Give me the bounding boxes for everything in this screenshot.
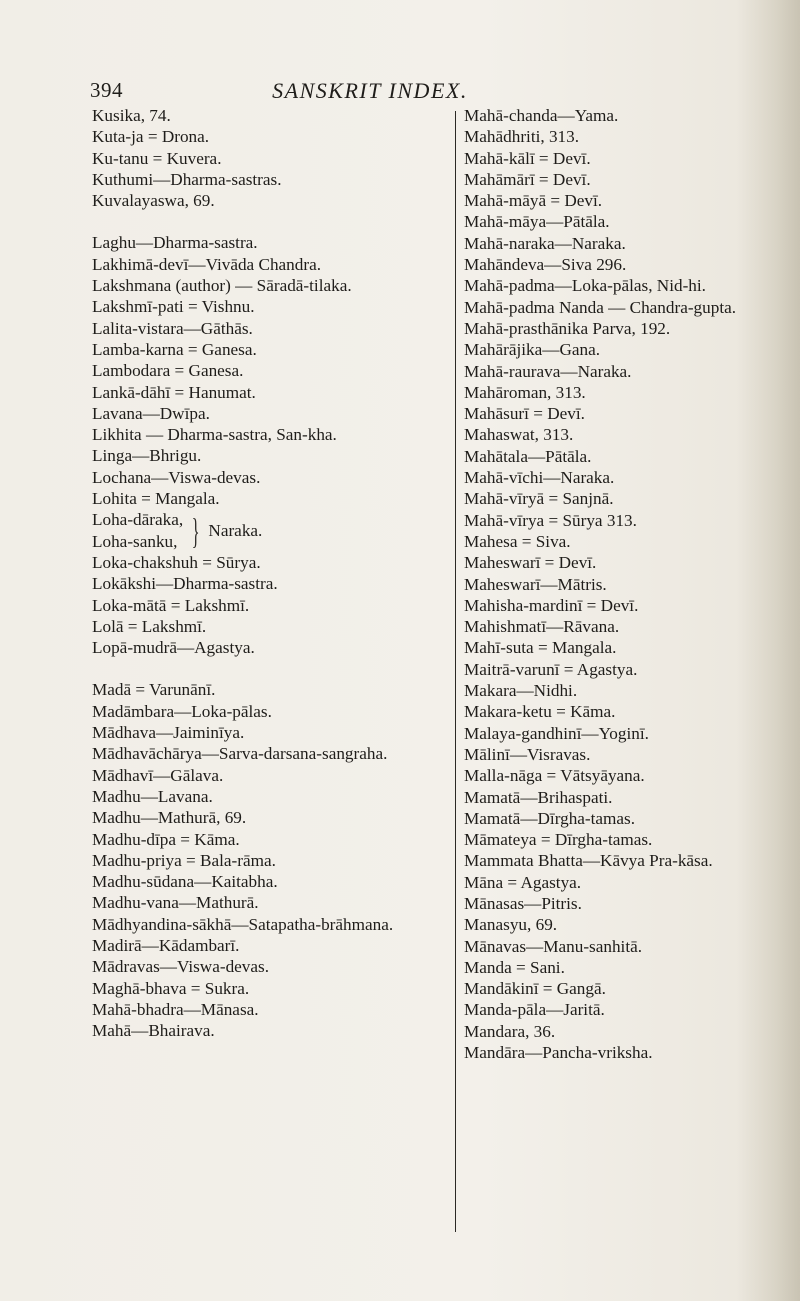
section-gap — [92, 658, 422, 679]
page-header — [90, 78, 650, 108]
index-entry: Loka-mātā = Lakshmī. — [92, 595, 250, 615]
index-entry: Loka-chakshuh = Sūrya. — [92, 552, 261, 572]
index-entry: Mahā-padma Nanda — Chandra-gupta. — [464, 297, 737, 317]
index-entry: Mānasas—Pitris. — [464, 893, 582, 913]
index-entry: Mahādhriti, 313. — [464, 127, 580, 147]
index-entry: Maghā-bhava = Sukra. — [92, 978, 250, 998]
index-entry: Lopā-mudrā—Agastya. — [92, 638, 255, 658]
index-entry: Mādravas—Viswa-devas. — [92, 957, 269, 977]
right-column — [464, 105, 794, 1063]
index-entry: Malaya-gandhinī—Yoginī. — [464, 723, 649, 743]
index-entry: Mahā-bhadra—Mānasa. — [92, 999, 259, 1019]
index-entry: Māmateya = Dīrgha-tamas. — [464, 830, 653, 850]
index-entry: Lakhimā-devī—Vivāda Chandra. — [92, 254, 322, 274]
index-block-k — [92, 105, 422, 211]
index-entry: Mandāra—Pancha-vriksha. — [464, 1043, 653, 1063]
index-entry: Makara—Nidhi. — [464, 681, 578, 701]
index-entry: Mahāmārī = Devī. — [464, 169, 591, 189]
index-entry: Mādhava—Jaiminīya. — [92, 723, 245, 743]
brace-lines — [92, 509, 183, 552]
index-entry: Manda = Sani. — [464, 957, 565, 977]
index-entry: Maitrā-varunī = Agastya. — [464, 659, 638, 679]
index-entry: Lakshmī-pati = Vishnu. — [92, 297, 255, 317]
index-entry: Lamba-karna = Ganesa. — [92, 339, 257, 359]
index-entry: Lokākshi—Dharma-sastra. — [92, 574, 278, 594]
index-entry: Mahā-chanda—Yama. — [464, 106, 619, 125]
index-entry: Mahā-kālī = Devī. — [464, 148, 591, 168]
index-entry: Maheswarī—Mātris. — [464, 574, 607, 594]
index-entry: Lambodara = Ganesa. — [92, 361, 244, 381]
index-entry: Mammata Bhatta—Kāvya Pra-kāsa. — [464, 851, 713, 871]
index-entry: Madhu-sūdana—Kaitabha. — [92, 872, 278, 892]
index-entry: Mamatā—Brihaspati. — [464, 787, 613, 807]
index-entry: Madā = Varunānī. — [92, 680, 216, 700]
index-entry: Madhu-dīpa = Kāma. — [92, 829, 240, 849]
index-entry: Mahārājika—Gana. — [464, 340, 601, 360]
index-entry: Kuta-ja = Drona. — [92, 127, 210, 147]
index-entry: Makara-ketu = Kāma. — [464, 702, 616, 722]
brace-line: Loha-dāraka, — [92, 510, 184, 530]
index-block-m — [92, 679, 422, 1041]
index-entry: Lolā = Lakshmī. — [92, 616, 207, 636]
index-entry: Mālinī—Visravas. — [464, 744, 591, 764]
index-entry: Lohita = Mangala. — [92, 489, 220, 509]
index-entry: Madhu—Mathurā, 69. — [92, 808, 247, 828]
index-entry: Lakshmana (author) — Sāradā-tilaka. — [92, 276, 352, 296]
index-entry: Mahā-raurava—Naraka. — [464, 361, 632, 381]
index-entry: Lavana—Dwīpa. — [92, 403, 210, 423]
index-entry: Mandākinī = Gangā. — [464, 979, 606, 999]
index-entry: Lochana—Viswa-devas. — [92, 467, 261, 487]
index-entry: Madirā—Kādambarī. — [92, 935, 240, 955]
section-gap — [92, 211, 422, 232]
index-entry: Malla-nāga = Vātsyāyana. — [464, 766, 645, 786]
index-entry: Madhu-priya = Bala-rāma. — [92, 850, 276, 870]
index-entry: Madāmbara—Loka-pālas. — [92, 701, 272, 721]
index-entry: Mahā-vīryā = Sanjnā. — [464, 489, 614, 509]
index-entry: Mahā-padma—Loka-pālas, Nid-hi. — [464, 276, 706, 296]
index-entry: Mamatā—Dīrgha-tamas. — [464, 808, 636, 828]
index-entry: Mahā-māyā = Devī. — [464, 191, 603, 211]
index-entry: Mahesa = Siva. — [464, 531, 571, 551]
running-title: SANSKRIT INDEX. — [272, 78, 468, 103]
index-entry: Mahaswat, 313. — [464, 425, 574, 445]
left-column — [92, 105, 422, 1041]
curly-brace-icon: } — [191, 510, 200, 551]
index-entry: Mahā-vīrya = Sūrya 313. — [464, 510, 637, 530]
index-entry: Manda-pāla—Jaritā. — [464, 1000, 605, 1020]
index-entry: Māna = Agastya. — [464, 872, 582, 892]
index-entry: Mahā-naraka—Naraka. — [464, 233, 626, 253]
index-entry: Madhu—Lavana. — [92, 786, 213, 806]
index-entry: Laghu—Dharma-sastra. — [92, 233, 258, 253]
index-entry: Mahāroman, 313. — [464, 382, 586, 402]
index-entry: Mahā-vīchi—Naraka. — [464, 468, 615, 488]
index-entry: Linga—Bhrigu. — [92, 446, 202, 466]
index-entry: Madhu-vana—Mathurā. — [92, 893, 259, 913]
index-entry: Mahāndeva—Siva 296. — [464, 255, 627, 275]
index-entry: Kuvalayaswa, 69. — [92, 191, 215, 211]
index-entry: Likhita — Dharma-sastra, San-kha. — [92, 425, 337, 445]
index-entry: Mahā—Bhairava. — [92, 1021, 215, 1041]
index-entry: Ku-tanu = Kuvera. — [92, 148, 222, 168]
column-divider — [455, 111, 456, 1232]
brace-target: Naraka. — [208, 520, 263, 540]
index-entry: Manasyu, 69. — [464, 915, 558, 935]
index-entry: Mahā-māya—Pātāla. — [464, 212, 610, 232]
index-entry: Mādhavāchārya—Sarva-darsana-sangraha. — [92, 744, 388, 764]
index-entry: Mandara, 36. — [464, 1021, 556, 1041]
index-entry: Lankā-dāhī = Hanumat. — [92, 382, 256, 402]
index-entry: Mānavas—Manu-sanhitā. — [464, 936, 643, 956]
index-entry: Mādhyandina-sākhā—Satapatha-brāhmana. — [92, 914, 394, 934]
index-entry: Mahī-suta = Mangala. — [464, 638, 617, 658]
brace-group-entry — [92, 509, 422, 552]
index-entry: Mahisha-mardinī = Devī. — [464, 595, 639, 615]
index-entry: Kuthumi—Dharma-sastras. — [92, 169, 282, 189]
index-entry: Mahā-prasthānika Parva, 192. — [464, 318, 671, 338]
index-entry: Mahātala—Pātāla. — [464, 446, 592, 466]
index-entry: Kusika, 74. — [92, 106, 171, 125]
index-entry: Maheswarī = Devī. — [464, 553, 597, 573]
index-entry: Mādhavī—Gālava. — [92, 765, 224, 785]
index-block-l — [92, 232, 422, 658]
index-entry: Mahishmatī—Rāvana. — [464, 617, 620, 637]
index-entry: Mahāsurī = Devī. — [464, 404, 585, 424]
index-entry: Lalita-vistara—Gāthās. — [92, 318, 253, 338]
brace-line: Loha-sanku, — [92, 531, 178, 551]
page-number: 394 — [90, 78, 123, 102]
